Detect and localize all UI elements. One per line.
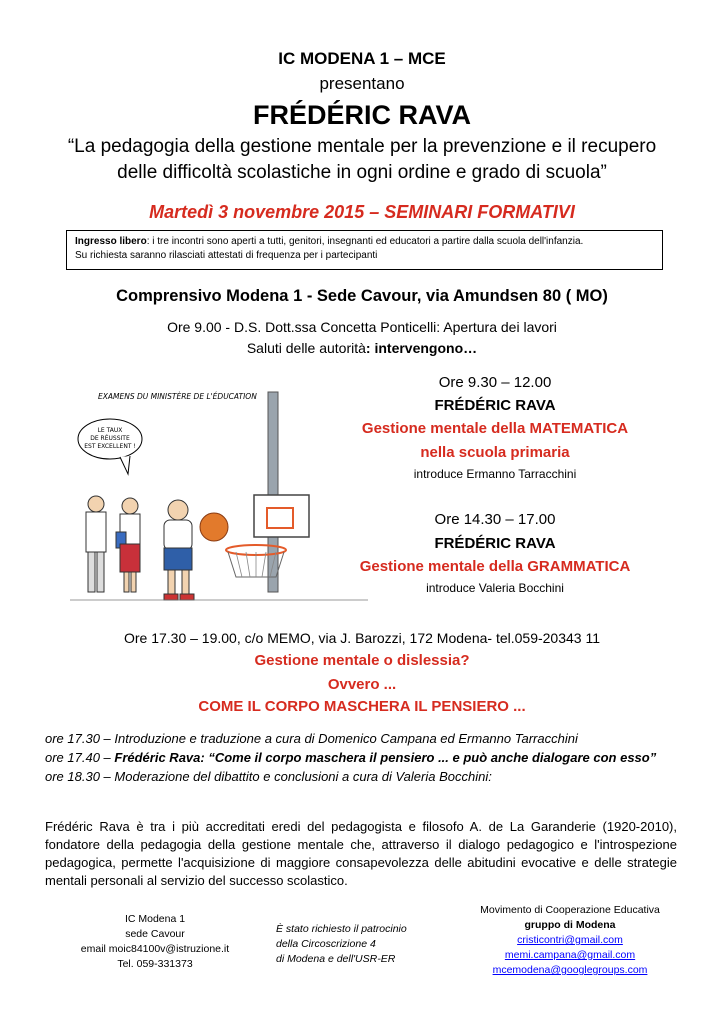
program-item-2 xyxy=(45,750,656,765)
program-item-2-time: ore 17.40 – xyxy=(45,750,115,765)
evening-title-3: COME IL CORPO MASCHERA IL PENSIERO ... xyxy=(198,698,526,715)
presentano-text: presentano xyxy=(319,74,405,93)
organizer-heading: IC MODENA 1 – MCE xyxy=(278,49,446,68)
session1-title: Gestione mentale della MATEMATICA xyxy=(361,420,629,437)
footer-middle xyxy=(276,922,456,967)
session1-time: Ore 9.30 – 12.00 xyxy=(438,374,552,391)
footer-left xyxy=(55,912,255,972)
session1-intro: introduce Ermanno Tarracchini xyxy=(413,467,577,481)
observer-man xyxy=(88,496,104,512)
bubble-line-2: DE RÉUSSITE xyxy=(90,435,130,442)
footer-left-line: Tel. 059-331373 xyxy=(117,958,193,970)
player-figure xyxy=(168,500,188,520)
email-link-3[interactable]: mcemodena@googlegroups.com xyxy=(492,964,648,976)
info-bold: Ingresso libero xyxy=(75,236,147,247)
program-item-1: ore 17.30 – Introduzione e traduzione a cura di Domenico Campana ed Ermanno Tarracchini xyxy=(45,731,578,746)
observer-woman xyxy=(122,498,138,514)
cartoon-caption: EXAMENS DU MINISTÈRE DE L'ÉDUCATION xyxy=(98,392,257,401)
info-text-1: : i tre incontri sono aperti a tutti, genitori, insegnanti ed educatori a partire dalla scuola dell'infanzia. xyxy=(146,236,584,247)
program-item-3: ore 18.30 – Moderazione del dibattito e conclusioni a cura di Valeria Bocchini: xyxy=(45,769,492,784)
info-box xyxy=(66,230,663,270)
basketball xyxy=(200,513,228,541)
footer-right-group: gruppo di Modena xyxy=(524,919,616,931)
footer-middle-line: È stato richiesto il patrocinio xyxy=(276,923,407,935)
session2-title: Gestione mentale della GRAMMATICA xyxy=(359,558,631,575)
footer-middle-line: della Circoscrizione 4 xyxy=(276,938,376,950)
backboard xyxy=(254,495,309,537)
basket-pole xyxy=(268,392,278,592)
bubble-line-1: LE TAUX xyxy=(97,427,123,434)
program-item-2-title: Frédéric Rava: “Come il corpo maschera il pensiero ... e può anche dialogare con esso” xyxy=(114,750,657,765)
footer-right xyxy=(460,903,680,978)
venue-heading: Comprensivo Modena 1 - Sede Cavour, via Amundsen 80 ( MO) xyxy=(116,287,608,305)
footer-left-line: email moic84100v@istruzione.it xyxy=(80,943,230,955)
session1-speaker: FRÉDÉRIC RAVA xyxy=(434,397,556,414)
subtitle-line-1: “La pedagogia della gestione mentale per la prevenzione e il recupero xyxy=(67,136,657,157)
email-link-2[interactable]: memi.campana@gmail.com xyxy=(504,949,636,961)
speaker-name: FRÉDÉRIC RAVA xyxy=(252,100,471,130)
session1-subtitle: nella scuola primaria xyxy=(420,444,570,461)
opening-greetings-rest: : intervengono… xyxy=(365,340,478,356)
email-link-1[interactable]: cristicontri@gmail.com xyxy=(517,934,623,946)
session2-intro: introduce Valeria Bocchini xyxy=(426,581,564,595)
opening-line-1: Ore 9.00 - D.S. Dott.ssa Concetta Ponticelli: Apertura dei lavori xyxy=(167,319,557,335)
footer-left-line: IC Modena 1 xyxy=(124,913,186,925)
session2-speaker: FRÉDÉRIC RAVA xyxy=(434,535,556,552)
speaker-bio: Frédéric Rava è tra i più accreditati eredi del pedagogista e filosofo A. de La Garanderie (1920-2010), fondatore della pedagogia della gestione mentale che, attraverso il dialogo pedagogico e l'introspezione pedagogica, permette l'acquisizione di maggiore consapevolezza delle abitudini evocative e delle strategie mentali personali al servizio del successo scolastico. xyxy=(45,819,677,888)
evening-title-1: Gestione mentale o dislessia? xyxy=(254,652,470,669)
opening-line-2 xyxy=(0,340,724,356)
cartoon-illustration xyxy=(70,382,370,607)
evening-title-2: Ovvero ... xyxy=(327,676,397,693)
info-text-2: Su richiesta saranno rilasciati attestati di frequenza per i partecipanti xyxy=(75,250,378,261)
footer-left-line: sede Cavour xyxy=(125,928,185,940)
event-date: Martedì 3 novembre 2015 – SEMINARI FORMATIVI xyxy=(149,202,575,222)
opening-greetings: Saluti delle autorità xyxy=(246,340,366,356)
session2-time: Ore 14.30 – 17.00 xyxy=(434,511,556,528)
footer-right-title: Movimento di Cooperazione Educativa xyxy=(480,904,660,916)
bubble-line-3: EST EXCELLENT ! xyxy=(84,443,136,450)
subtitle-line-2: delle difficoltà scolastiche in ogni ordine e grado di scuola” xyxy=(117,162,607,183)
evening-session-line: Ore 17.30 – 19.00, c/o MEMO, via J. Barozzi, 172 Modena- tel.059-20343 11 xyxy=(123,630,600,646)
footer-middle-line: di Modena e dell'USR-ER xyxy=(276,953,396,965)
